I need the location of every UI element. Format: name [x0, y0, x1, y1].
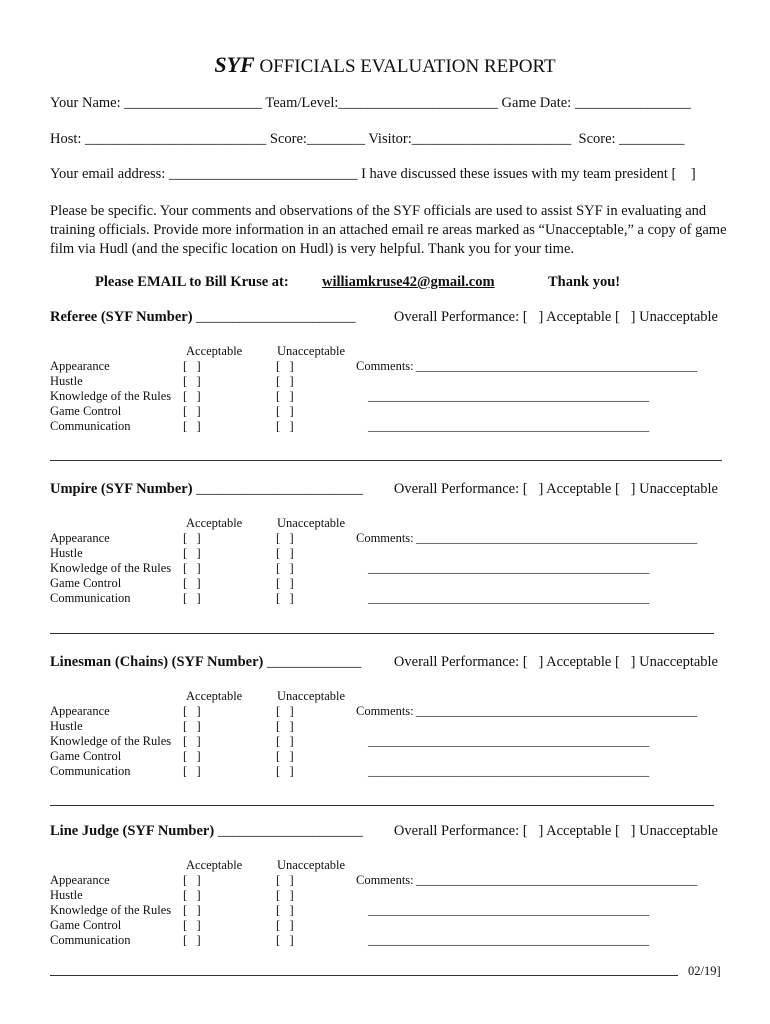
line-judge-unacceptable-checkbox[interactable]: [ ] [276, 888, 294, 902]
linesman-unacceptable-checkbox[interactable]: [ ] [276, 719, 294, 733]
referee-criterion-label: Hustle [50, 374, 83, 388]
umpire-comments-label: Comments: [356, 531, 414, 545]
referee-unacceptable-checkbox[interactable]: [ ] [276, 374, 294, 388]
umpire-unacceptable-checkbox[interactable]: [ ] [276, 531, 294, 545]
linesman-comments-field[interactable]: _____________________________________________ [416, 704, 698, 718]
line-judge-comments-field[interactable]: _____________________________________________ [416, 873, 698, 887]
referee-acceptable-checkbox[interactable]: [ ] [183, 389, 201, 403]
linesman-criterion-label: Communication [50, 764, 131, 778]
umpire-section-divider [50, 633, 714, 634]
linesman-number-field[interactable]: _____________ [263, 654, 362, 670]
line-judge-criterion-label: Game Control [50, 918, 122, 932]
umpire-acceptable-checkbox[interactable]: [ ] [183, 561, 201, 575]
referee-comments-line-2[interactable]: _____________________________________________ [368, 389, 650, 403]
footer-form-code: 02/19] [688, 964, 721, 978]
umpire-col-acceptable: Acceptable [186, 516, 243, 530]
line-judge-acceptable-checkbox[interactable]: [ ] [183, 873, 201, 887]
referee-section-header [50, 309, 356, 326]
umpire-comments-field[interactable]: _____________________________________________ [416, 531, 698, 545]
line-judge-section-header [50, 823, 363, 840]
line-judge-col-acceptable: Acceptable [186, 858, 243, 872]
linesman-criterion-label: Knowledge of the Rules [50, 734, 172, 748]
umpire-criterion-label: Game Control [50, 576, 122, 590]
linesman-col-acceptable: Acceptable [186, 689, 243, 703]
linesman-unacceptable-checkbox[interactable]: [ ] [276, 734, 294, 748]
referee-title: Referee (SYF Number) [50, 309, 193, 325]
umpire-criterion-label: Knowledge of the Rules [50, 561, 172, 575]
referee-acceptable-checkbox[interactable]: [ ] [183, 419, 201, 433]
referee-acceptable-checkbox[interactable]: [ ] [183, 359, 201, 373]
referee-unacceptable-checkbox[interactable]: [ ] [276, 404, 294, 418]
linesman-title: Linesman (Chains) (SYF Number) [50, 654, 264, 670]
line-judge-comments-label: Comments: [356, 873, 414, 887]
line-judge-unacceptable-checkbox[interactable]: [ ] [276, 873, 294, 887]
linesman-criterion-label: Appearance [50, 704, 110, 718]
umpire-criterion-label: Communication [50, 591, 131, 605]
referee-col-unacceptable: Unacceptable [277, 344, 346, 358]
umpire-comments-line-3[interactable]: _____________________________________________ [368, 591, 650, 605]
linesman-section-header [50, 654, 361, 671]
umpire-comments-line-2[interactable]: _____________________________________________ [368, 561, 650, 575]
line-judge-col-unacceptable: Unacceptable [277, 858, 346, 872]
umpire-unacceptable-checkbox[interactable]: [ ] [276, 546, 294, 560]
line-judge-acceptable-checkbox[interactable]: [ ] [183, 903, 201, 917]
umpire-acceptable-checkbox[interactable]: [ ] [183, 546, 201, 560]
line-judge-unacceptable-checkbox[interactable]: [ ] [276, 918, 294, 932]
header-row-host-visitor-score[interactable]: Host: _________________________ Score:________ Visitor:______________________ Score: _________ [50, 131, 685, 147]
line-judge-comments-line-3[interactable]: _____________________________________________ [368, 933, 650, 947]
linesman-comments-line-3[interactable]: _____________________________________________ [368, 764, 650, 778]
line-judge-criterion-label: Hustle [50, 888, 83, 902]
line-judge-criterion-label: Appearance [50, 873, 110, 887]
header-row-name-team-date[interactable]: Your Name: ___________________ Team/Level:______________________ Game Date: ________________ [50, 95, 691, 111]
umpire-title: Umpire (SYF Number) [50, 481, 193, 497]
linesman-criterion-label: Hustle [50, 719, 83, 733]
linesman-overall-performance[interactable]: Overall Performance: [ ] Acceptable [ ] Unacceptable [393, 654, 718, 670]
referee-unacceptable-checkbox[interactable]: [ ] [276, 389, 294, 403]
referee-unacceptable-checkbox[interactable]: [ ] [276, 419, 294, 433]
header-row-email-discussed[interactable]: Your email address: __________________________ I have discussed these issues with my team president [ ] [50, 166, 696, 182]
line-judge-unacceptable-checkbox[interactable]: [ ] [276, 903, 294, 917]
contact-label: Please EMAIL to Bill Kruse at: [95, 274, 289, 290]
linesman-acceptable-checkbox[interactable]: [ ] [183, 704, 201, 718]
title-text: OFFICIALS EVALUATION REPORT [254, 56, 556, 77]
referee-number-field[interactable]: ______________________ [192, 309, 356, 325]
umpire-unacceptable-checkbox[interactable]: [ ] [276, 561, 294, 575]
referee-criterion-label: Knowledge of the Rules [50, 389, 172, 403]
linesman-unacceptable-checkbox[interactable]: [ ] [276, 704, 294, 718]
line-judge-number-field[interactable]: ____________________ [214, 823, 363, 839]
referee-col-acceptable: Acceptable [186, 344, 243, 358]
line-judge-criterion-label: Communication [50, 933, 131, 947]
title-brand: SYF [214, 52, 255, 77]
umpire-unacceptable-checkbox[interactable]: [ ] [276, 576, 294, 590]
umpire-criterion-label: Appearance [50, 531, 110, 545]
footer-rule [50, 975, 678, 976]
line-judge-comments-line-2[interactable]: _____________________________________________ [368, 903, 650, 917]
referee-criterion-label: Communication [50, 419, 131, 433]
linesman-comments-line-2[interactable]: _____________________________________________ [368, 734, 650, 748]
instructions-paragraph: Please be specific. Your comments and observations of the SYF officials are used to assist SYF in evaluating and training officials. Provide more information in an attached email re areas marked as “Unacceptable,” a copy of game film via Hudl (and the specific location on Hudl) is very helpful. Thank you for your time. [50, 203, 727, 257]
linesman-section-divider [50, 805, 714, 806]
umpire-number-field[interactable]: _______________________ [192, 481, 363, 497]
linesman-unacceptable-checkbox[interactable]: [ ] [276, 749, 294, 763]
linesman-col-unacceptable: Unacceptable [277, 689, 346, 703]
linesman-acceptable-checkbox[interactable]: [ ] [183, 719, 201, 733]
umpire-overall-performance[interactable]: Overall Performance: [ ] Acceptable [ ] Unacceptable [393, 481, 718, 497]
linesman-comments-label: Comments: [356, 704, 414, 718]
referee-comments-label: Comments: [356, 359, 414, 373]
referee-criterion-label: Appearance [50, 359, 110, 373]
contact-thanks: Thank you! [548, 274, 621, 290]
referee-criterion-label: Game Control [50, 404, 122, 418]
referee-comments-field[interactable]: _____________________________________________ [416, 359, 698, 373]
line-judge-unacceptable-checkbox[interactable]: [ ] [276, 933, 294, 947]
referee-unacceptable-checkbox[interactable]: [ ] [276, 359, 294, 373]
umpire-acceptable-checkbox[interactable]: [ ] [183, 531, 201, 545]
umpire-acceptable-checkbox[interactable]: [ ] [183, 591, 201, 605]
line-judge-title: Line Judge (SYF Number) [50, 823, 215, 839]
referee-overall-performance[interactable]: Overall Performance: [ ] Acceptable [ ] Unacceptable [393, 309, 718, 325]
umpire-criterion-label: Hustle [50, 546, 83, 560]
line-judge-overall-performance[interactable]: Overall Performance: [ ] Acceptable [ ] Unacceptable [393, 823, 718, 839]
linesman-criterion-label: Game Control [50, 749, 122, 763]
line-judge-acceptable-checkbox[interactable]: [ ] [183, 933, 201, 947]
umpire-section-header [50, 481, 363, 498]
line-judge-criterion-label: Knowledge of the Rules [50, 903, 172, 917]
contact-email-link[interactable]: williamkruse42@gmail.com [322, 274, 495, 290]
line-judge-acceptable-checkbox[interactable]: [ ] [183, 888, 201, 902]
linesman-acceptable-checkbox[interactable]: [ ] [183, 749, 201, 763]
line-judge-acceptable-checkbox[interactable]: [ ] [183, 918, 201, 932]
umpire-acceptable-checkbox[interactable]: [ ] [183, 576, 201, 590]
umpire-unacceptable-checkbox[interactable]: [ ] [276, 591, 294, 605]
page-title [0, 52, 770, 78]
linesman-acceptable-checkbox[interactable]: [ ] [183, 764, 201, 778]
referee-acceptable-checkbox[interactable]: [ ] [183, 374, 201, 388]
umpire-col-unacceptable: Unacceptable [277, 516, 346, 530]
linesman-acceptable-checkbox[interactable]: [ ] [183, 734, 201, 748]
linesman-unacceptable-checkbox[interactable]: [ ] [276, 764, 294, 778]
referee-section-divider [50, 460, 722, 461]
referee-comments-line-3[interactable]: _____________________________________________ [368, 419, 650, 433]
referee-acceptable-checkbox[interactable]: [ ] [183, 404, 201, 418]
